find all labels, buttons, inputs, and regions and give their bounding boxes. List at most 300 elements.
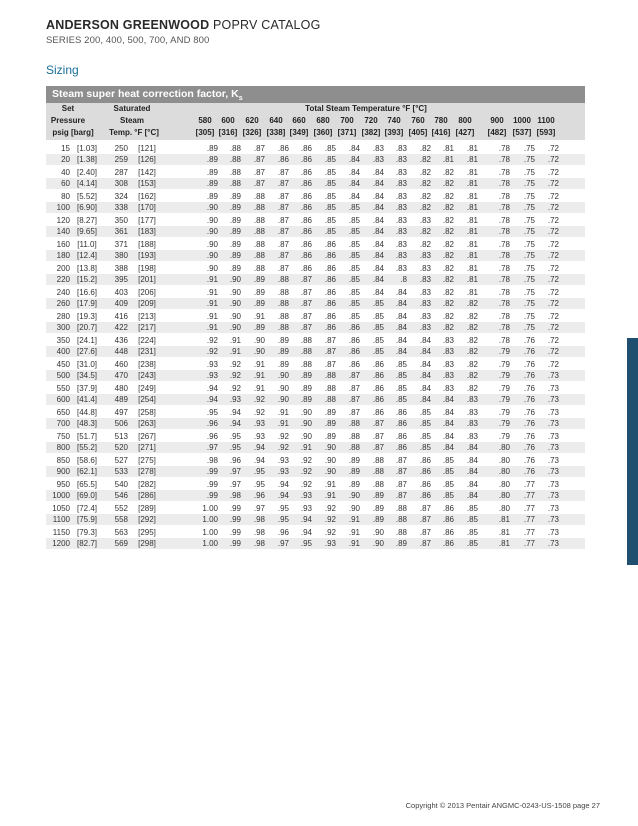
cell-correction-factor: .97 bbox=[206, 443, 218, 452]
cell-correction-factor: .85 bbox=[348, 216, 360, 225]
cell-correction-factor: .89 bbox=[324, 408, 336, 417]
cell-correction-factor: .90 bbox=[324, 456, 336, 465]
cell-psig: 550 bbox=[56, 384, 70, 393]
cell-correction-factor: .81 bbox=[466, 144, 478, 153]
catalog-name: POPRV CATALOG bbox=[209, 18, 321, 32]
cell-sat-temp-f: 436 bbox=[114, 336, 128, 345]
cell-correction-factor: .90 bbox=[206, 251, 218, 260]
cell-psig: 260 bbox=[56, 299, 70, 308]
cell-sat-temp-c: [289] bbox=[138, 504, 156, 513]
cell-correction-factor: .86 bbox=[419, 467, 431, 476]
cell-sat-temp-c: [153] bbox=[138, 179, 156, 188]
cell-correction-factor: .72 bbox=[547, 251, 559, 260]
table-row bbox=[46, 167, 585, 178]
cell-correction-factor: .72 bbox=[547, 360, 559, 369]
cell-correction-factor: .88 bbox=[348, 432, 360, 441]
cell-correction-factor: .86 bbox=[419, 456, 431, 465]
cell-correction-factor: .84 bbox=[466, 467, 478, 476]
cell-correction-factor: .73 bbox=[547, 480, 559, 489]
cell-correction-factor: .85 bbox=[466, 504, 478, 513]
cell-correction-factor: .90 bbox=[229, 323, 241, 332]
cell-correction-factor: .82 bbox=[442, 312, 454, 321]
cell-sat-temp-c: [238] bbox=[138, 360, 156, 369]
cell-correction-factor: .88 bbox=[277, 323, 289, 332]
cell-correction-factor: .96 bbox=[206, 432, 218, 441]
cell-correction-factor: .87 bbox=[277, 179, 289, 188]
cell-barg: [20.7] bbox=[76, 323, 97, 332]
header-temp-f: 700 bbox=[340, 116, 354, 125]
cell-correction-factor: .85 bbox=[324, 155, 336, 164]
cell-correction-factor: .96 bbox=[253, 491, 265, 500]
cell-correction-factor: .87 bbox=[395, 491, 407, 500]
cell-correction-factor: .76 bbox=[523, 443, 535, 452]
cell-correction-factor: .84 bbox=[395, 288, 407, 297]
header-temp-f: 720 bbox=[364, 116, 378, 125]
cell-correction-factor: .91 bbox=[206, 323, 218, 332]
catalog-title bbox=[46, 18, 321, 32]
cell-correction-factor: .85 bbox=[348, 251, 360, 260]
cell-correction-factor: .75 bbox=[523, 275, 535, 284]
cell-correction-factor: .87 bbox=[348, 384, 360, 393]
cell-correction-factor: .86 bbox=[300, 227, 312, 236]
table-row bbox=[46, 383, 585, 394]
cell-sat-temp-c: [183] bbox=[138, 227, 156, 236]
cell-correction-factor: .73 bbox=[547, 491, 559, 500]
cell-correction-factor: .92 bbox=[206, 347, 218, 356]
header-temp-c: [349] bbox=[289, 128, 309, 137]
cell-sat-temp-f: 324 bbox=[114, 192, 128, 201]
cell-correction-factor: .86 bbox=[348, 323, 360, 332]
cell-sat-temp-c: [231] bbox=[138, 347, 156, 356]
cell-correction-factor: .93 bbox=[324, 539, 336, 548]
header-temp-f: 600 bbox=[221, 116, 235, 125]
cell-correction-factor: .91 bbox=[324, 480, 336, 489]
cell-correction-factor: .75 bbox=[523, 288, 535, 297]
cell-correction-factor: .90 bbox=[277, 384, 289, 393]
cell-correction-factor: .90 bbox=[206, 264, 218, 273]
cell-correction-factor: .77 bbox=[523, 504, 535, 513]
header-temp-f: 640 bbox=[269, 116, 283, 125]
cell-psig: 950 bbox=[56, 480, 70, 489]
cell-correction-factor: .83 bbox=[442, 336, 454, 345]
cell-barg: [1.03] bbox=[76, 144, 97, 153]
cell-correction-factor: .87 bbox=[324, 347, 336, 356]
cell-sat-temp-c: [263] bbox=[138, 419, 156, 428]
cell-sat-temp-f: 546 bbox=[114, 491, 128, 500]
header-set: Set bbox=[61, 104, 75, 113]
cell-sat-temp-f: 287 bbox=[114, 168, 128, 177]
cell-correction-factor: .89 bbox=[206, 144, 218, 153]
cell-correction-factor: .88 bbox=[253, 264, 265, 273]
cell-correction-factor: .89 bbox=[206, 179, 218, 188]
table-row bbox=[46, 527, 585, 538]
cell-correction-factor: .89 bbox=[348, 480, 360, 489]
cell-barg: [72.4] bbox=[76, 504, 97, 513]
table-header bbox=[46, 103, 585, 140]
cell-sat-temp-f: 371 bbox=[114, 240, 128, 249]
cell-correction-factor: .83 bbox=[395, 144, 407, 153]
cell-correction-factor: .89 bbox=[395, 539, 407, 548]
cell-correction-factor: .82 bbox=[419, 240, 431, 249]
cell-correction-factor: .92 bbox=[300, 480, 312, 489]
cell-correction-factor: .85 bbox=[395, 395, 407, 404]
cell-barg: [15.2] bbox=[76, 275, 97, 284]
cell-correction-factor: .95 bbox=[300, 539, 312, 548]
table-row bbox=[46, 263, 585, 274]
side-tab bbox=[627, 338, 638, 565]
cell-psig: 1000 bbox=[52, 491, 70, 500]
cell-correction-factor: .75 bbox=[523, 144, 535, 153]
cell-correction-factor: .79 bbox=[498, 419, 510, 428]
cell-sat-temp-c: [177] bbox=[138, 216, 156, 225]
cell-psig: 300 bbox=[56, 323, 70, 332]
cell-correction-factor: .83 bbox=[466, 395, 478, 404]
cell-correction-factor: .82 bbox=[442, 216, 454, 225]
cell-correction-factor: .86 bbox=[300, 144, 312, 153]
cell-correction-factor: .95 bbox=[253, 467, 265, 476]
header-temp-f: 580 bbox=[198, 116, 212, 125]
cell-correction-factor: .84 bbox=[348, 155, 360, 164]
cell-psig: 500 bbox=[56, 371, 70, 380]
cell-correction-factor: .97 bbox=[253, 504, 265, 513]
cell-correction-factor: .94 bbox=[300, 528, 312, 537]
cell-correction-factor: .80 bbox=[498, 456, 510, 465]
cell-sat-temp-c: [243] bbox=[138, 371, 156, 380]
cell-correction-factor: .90 bbox=[277, 395, 289, 404]
cell-correction-factor: .93 bbox=[277, 467, 289, 476]
cell-correction-factor: .83 bbox=[395, 264, 407, 273]
cell-correction-factor: .84 bbox=[372, 192, 384, 201]
cell-correction-factor: .73 bbox=[547, 528, 559, 537]
cell-correction-factor: .83 bbox=[419, 323, 431, 332]
cell-correction-factor: .84 bbox=[372, 168, 384, 177]
cell-correction-factor: .84 bbox=[348, 192, 360, 201]
cell-correction-factor: .84 bbox=[466, 456, 478, 465]
cell-correction-factor: .81 bbox=[466, 264, 478, 273]
cell-correction-factor: .78 bbox=[498, 168, 510, 177]
cell-correction-factor: .89 bbox=[206, 155, 218, 164]
cell-sat-temp-c: [286] bbox=[138, 491, 156, 500]
cell-psig: 240 bbox=[56, 288, 70, 297]
cell-correction-factor: .84 bbox=[419, 384, 431, 393]
cell-sat-temp-c: [267] bbox=[138, 432, 156, 441]
cell-correction-factor: .82 bbox=[466, 336, 478, 345]
cell-correction-factor: .88 bbox=[300, 360, 312, 369]
cell-sat-temp-f: 380 bbox=[114, 251, 128, 260]
cell-correction-factor: .89 bbox=[277, 336, 289, 345]
table-row bbox=[46, 311, 585, 322]
cell-correction-factor: .83 bbox=[395, 155, 407, 164]
cell-correction-factor: .94 bbox=[300, 515, 312, 524]
cell-correction-factor: .87 bbox=[277, 227, 289, 236]
cell-correction-factor: .79 bbox=[498, 384, 510, 393]
cell-correction-factor: .87 bbox=[372, 443, 384, 452]
cell-correction-factor: .84 bbox=[372, 288, 384, 297]
cell-correction-factor: .87 bbox=[253, 155, 265, 164]
cell-correction-factor: .88 bbox=[229, 155, 241, 164]
cell-correction-factor: .72 bbox=[547, 240, 559, 249]
cell-correction-factor: .72 bbox=[547, 264, 559, 273]
cell-correction-factor: .85 bbox=[372, 312, 384, 321]
table-row bbox=[46, 178, 585, 189]
cell-correction-factor: .87 bbox=[419, 504, 431, 513]
cell-correction-factor: .86 bbox=[442, 515, 454, 524]
cell-correction-factor: .82 bbox=[442, 192, 454, 201]
cell-correction-factor: .75 bbox=[523, 216, 535, 225]
cell-sat-temp-c: [162] bbox=[138, 192, 156, 201]
cell-correction-factor: .75 bbox=[523, 192, 535, 201]
cell-correction-factor: .86 bbox=[372, 395, 384, 404]
cell-correction-factor: .93 bbox=[300, 491, 312, 500]
cell-sat-temp-f: 563 bbox=[114, 528, 128, 537]
cell-correction-factor: .76 bbox=[523, 419, 535, 428]
cell-correction-factor: .91 bbox=[348, 539, 360, 548]
cell-correction-factor: .89 bbox=[372, 491, 384, 500]
header-temp-c: [316] bbox=[218, 128, 238, 137]
header-temp-f: 660 bbox=[292, 116, 306, 125]
cell-correction-factor: .95 bbox=[277, 515, 289, 524]
header-temp-c: [393] bbox=[384, 128, 404, 137]
cell-psig: 900 bbox=[56, 467, 70, 476]
cell-correction-factor: .82 bbox=[466, 299, 478, 308]
cell-sat-temp-f: 448 bbox=[114, 347, 128, 356]
cell-correction-factor: .90 bbox=[206, 227, 218, 236]
cell-correction-factor: .83 bbox=[419, 216, 431, 225]
cell-barg: [13.8] bbox=[76, 264, 97, 273]
cell-correction-factor: .89 bbox=[300, 384, 312, 393]
cell-correction-factor: .72 bbox=[547, 192, 559, 201]
cell-correction-factor: .89 bbox=[324, 432, 336, 441]
table-row bbox=[46, 359, 585, 370]
cell-correction-factor: .84 bbox=[466, 443, 478, 452]
cell-correction-factor: .75 bbox=[523, 251, 535, 260]
header-temp-c: [405] bbox=[408, 128, 428, 137]
cell-correction-factor: .87 bbox=[300, 312, 312, 321]
cell-correction-factor: .88 bbox=[395, 515, 407, 524]
cell-correction-factor: .85 bbox=[348, 203, 360, 212]
cell-correction-factor: .78 bbox=[498, 336, 510, 345]
cell-correction-factor: .76 bbox=[523, 467, 535, 476]
cell-correction-factor: .73 bbox=[547, 371, 559, 380]
cell-correction-factor: .86 bbox=[277, 144, 289, 153]
cell-correction-factor: .87 bbox=[419, 539, 431, 548]
cell-correction-factor: .83 bbox=[395, 179, 407, 188]
cell-correction-factor: .78 bbox=[498, 216, 510, 225]
cell-correction-factor: .86 bbox=[348, 347, 360, 356]
cell-psig: 1050 bbox=[52, 504, 70, 513]
cell-correction-factor: .83 bbox=[442, 371, 454, 380]
cell-correction-factor: .76 bbox=[523, 360, 535, 369]
cell-correction-factor: .83 bbox=[419, 299, 431, 308]
cell-correction-factor: 1.00 bbox=[202, 539, 218, 548]
cell-correction-factor: .92 bbox=[277, 432, 289, 441]
header-temp-c: [416] bbox=[431, 128, 451, 137]
cell-correction-factor: .82 bbox=[442, 168, 454, 177]
cell-correction-factor: .84 bbox=[372, 251, 384, 260]
cell-correction-factor: .72 bbox=[547, 288, 559, 297]
cell-correction-factor: .89 bbox=[277, 347, 289, 356]
cell-sat-temp-c: [126] bbox=[138, 155, 156, 164]
cell-correction-factor: .86 bbox=[300, 179, 312, 188]
cell-correction-factor: .89 bbox=[324, 419, 336, 428]
cell-correction-factor: .90 bbox=[277, 371, 289, 380]
cell-correction-factor: .88 bbox=[372, 467, 384, 476]
cell-correction-factor: .92 bbox=[324, 528, 336, 537]
cell-correction-factor: .91 bbox=[206, 288, 218, 297]
cell-sat-temp-f: 527 bbox=[114, 456, 128, 465]
cell-sat-temp-c: [258] bbox=[138, 408, 156, 417]
cell-correction-factor: .87 bbox=[277, 192, 289, 201]
cell-correction-factor: .75 bbox=[523, 323, 535, 332]
cell-correction-factor: .85 bbox=[466, 539, 478, 548]
table-row bbox=[46, 479, 585, 490]
cell-correction-factor: .78 bbox=[498, 155, 510, 164]
cell-correction-factor: .89 bbox=[206, 168, 218, 177]
cell-correction-factor: .79 bbox=[498, 371, 510, 380]
cell-barg: [6.90] bbox=[76, 203, 97, 212]
cell-correction-factor: .72 bbox=[547, 179, 559, 188]
cell-correction-factor: .89 bbox=[300, 395, 312, 404]
cell-correction-factor: .99 bbox=[229, 539, 241, 548]
cell-correction-factor: .91 bbox=[324, 491, 336, 500]
cell-correction-factor: .86 bbox=[277, 155, 289, 164]
header-temp-units: Temp. °F [°C] bbox=[109, 128, 159, 137]
cell-correction-factor: .79 bbox=[498, 395, 510, 404]
cell-correction-factor: .79 bbox=[498, 360, 510, 369]
table-row bbox=[46, 239, 585, 250]
series-subtitle: SERIES 200, 400, 500, 700, AND 800 bbox=[46, 35, 210, 46]
cell-correction-factor: .91 bbox=[229, 347, 241, 356]
cell-correction-factor: .82 bbox=[442, 299, 454, 308]
cell-correction-factor: .81 bbox=[442, 144, 454, 153]
cell-correction-factor: .90 bbox=[206, 203, 218, 212]
cell-barg: [58.6] bbox=[76, 456, 97, 465]
cell-correction-factor: .86 bbox=[300, 251, 312, 260]
cell-correction-factor: .78 bbox=[498, 144, 510, 153]
header-temp-c: [593] bbox=[536, 128, 556, 137]
table-row bbox=[46, 503, 585, 514]
cell-correction-factor: .85 bbox=[372, 336, 384, 345]
cell-correction-factor: .88 bbox=[300, 347, 312, 356]
cell-correction-factor: .77 bbox=[523, 539, 535, 548]
cell-correction-factor: .84 bbox=[442, 395, 454, 404]
cell-correction-factor: .88 bbox=[277, 312, 289, 321]
cell-sat-temp-c: [271] bbox=[138, 443, 156, 452]
cell-correction-factor: .73 bbox=[547, 539, 559, 548]
cell-correction-factor: .78 bbox=[498, 251, 510, 260]
cell-correction-factor: .89 bbox=[372, 515, 384, 524]
cell-correction-factor: .84 bbox=[372, 240, 384, 249]
cell-correction-factor: .75 bbox=[523, 155, 535, 164]
cell-correction-factor: .97 bbox=[229, 467, 241, 476]
cell-correction-factor: .78 bbox=[498, 288, 510, 297]
cell-correction-factor: .77 bbox=[523, 480, 535, 489]
table-row bbox=[46, 538, 585, 549]
cell-correction-factor: .81 bbox=[466, 227, 478, 236]
cell-correction-factor: .78 bbox=[498, 203, 510, 212]
cell-psig: 1100 bbox=[52, 515, 70, 524]
cell-correction-factor: .77 bbox=[523, 491, 535, 500]
cell-correction-factor: .86 bbox=[324, 312, 336, 321]
cell-psig: 700 bbox=[56, 419, 70, 428]
cell-correction-factor: .83 bbox=[442, 384, 454, 393]
cell-barg: [9.65] bbox=[76, 227, 97, 236]
cell-correction-factor: .91 bbox=[253, 360, 265, 369]
table-row bbox=[46, 226, 585, 237]
cell-correction-factor: .83 bbox=[372, 155, 384, 164]
cell-correction-factor: .90 bbox=[324, 443, 336, 452]
cell-correction-factor: .82 bbox=[442, 275, 454, 284]
cell-correction-factor: .88 bbox=[253, 240, 265, 249]
cell-sat-temp-f: 361 bbox=[114, 227, 128, 236]
cell-psig: 650 bbox=[56, 408, 70, 417]
cell-correction-factor: .94 bbox=[229, 419, 241, 428]
cell-correction-factor: .85 bbox=[324, 216, 336, 225]
cell-correction-factor: .75 bbox=[523, 168, 535, 177]
cell-correction-factor: .92 bbox=[324, 515, 336, 524]
cell-correction-factor: .86 bbox=[395, 443, 407, 452]
cell-correction-factor: .94 bbox=[206, 384, 218, 393]
cell-correction-factor: .89 bbox=[253, 275, 265, 284]
header-temp-f: 740 bbox=[387, 116, 401, 125]
cell-correction-factor: .85 bbox=[348, 264, 360, 273]
cell-correction-factor: 1.00 bbox=[202, 504, 218, 513]
table-row bbox=[46, 490, 585, 501]
cell-correction-factor: .84 bbox=[395, 336, 407, 345]
cell-correction-factor: .82 bbox=[442, 251, 454, 260]
cell-correction-factor: .88 bbox=[229, 179, 241, 188]
cell-correction-factor: .85 bbox=[395, 384, 407, 393]
cell-correction-factor: .82 bbox=[419, 168, 431, 177]
cell-correction-factor: .89 bbox=[206, 192, 218, 201]
cell-correction-factor: .89 bbox=[253, 299, 265, 308]
cell-correction-factor: .88 bbox=[277, 299, 289, 308]
cell-correction-factor: .72 bbox=[547, 155, 559, 164]
cell-correction-factor: .96 bbox=[206, 419, 218, 428]
cell-sat-temp-c: [282] bbox=[138, 480, 156, 489]
cell-correction-factor: .86 bbox=[324, 323, 336, 332]
cell-correction-factor: .88 bbox=[324, 384, 336, 393]
cell-correction-factor: .85 bbox=[419, 408, 431, 417]
cell-sat-temp-c: [121] bbox=[138, 144, 156, 153]
header-saturated: Saturated bbox=[113, 104, 151, 113]
cell-correction-factor: .90 bbox=[372, 528, 384, 537]
cell-sat-temp-f: 460 bbox=[114, 360, 128, 369]
table-row bbox=[46, 346, 585, 357]
cell-correction-factor: .78 bbox=[498, 275, 510, 284]
cell-correction-factor: .85 bbox=[395, 360, 407, 369]
cell-correction-factor: .76 bbox=[523, 371, 535, 380]
cell-correction-factor: .73 bbox=[547, 515, 559, 524]
cell-correction-factor: .90 bbox=[206, 216, 218, 225]
cell-correction-factor: .73 bbox=[547, 443, 559, 452]
cell-sat-temp-f: 558 bbox=[114, 515, 128, 524]
cell-correction-factor: .84 bbox=[419, 360, 431, 369]
cell-correction-factor: .86 bbox=[419, 491, 431, 500]
cell-correction-factor: .85 bbox=[466, 528, 478, 537]
cell-correction-factor: .92 bbox=[300, 467, 312, 476]
header-temp-f: 900 bbox=[490, 116, 504, 125]
cell-correction-factor: .75 bbox=[523, 299, 535, 308]
cell-correction-factor: .88 bbox=[348, 419, 360, 428]
cell-correction-factor: .96 bbox=[229, 456, 241, 465]
cell-correction-factor: .89 bbox=[229, 264, 241, 273]
cell-correction-factor: .97 bbox=[277, 539, 289, 548]
cell-psig: 120 bbox=[56, 216, 70, 225]
cell-correction-factor: .81 bbox=[466, 240, 478, 249]
cell-correction-factor: .83 bbox=[395, 227, 407, 236]
cell-sat-temp-f: 540 bbox=[114, 480, 128, 489]
